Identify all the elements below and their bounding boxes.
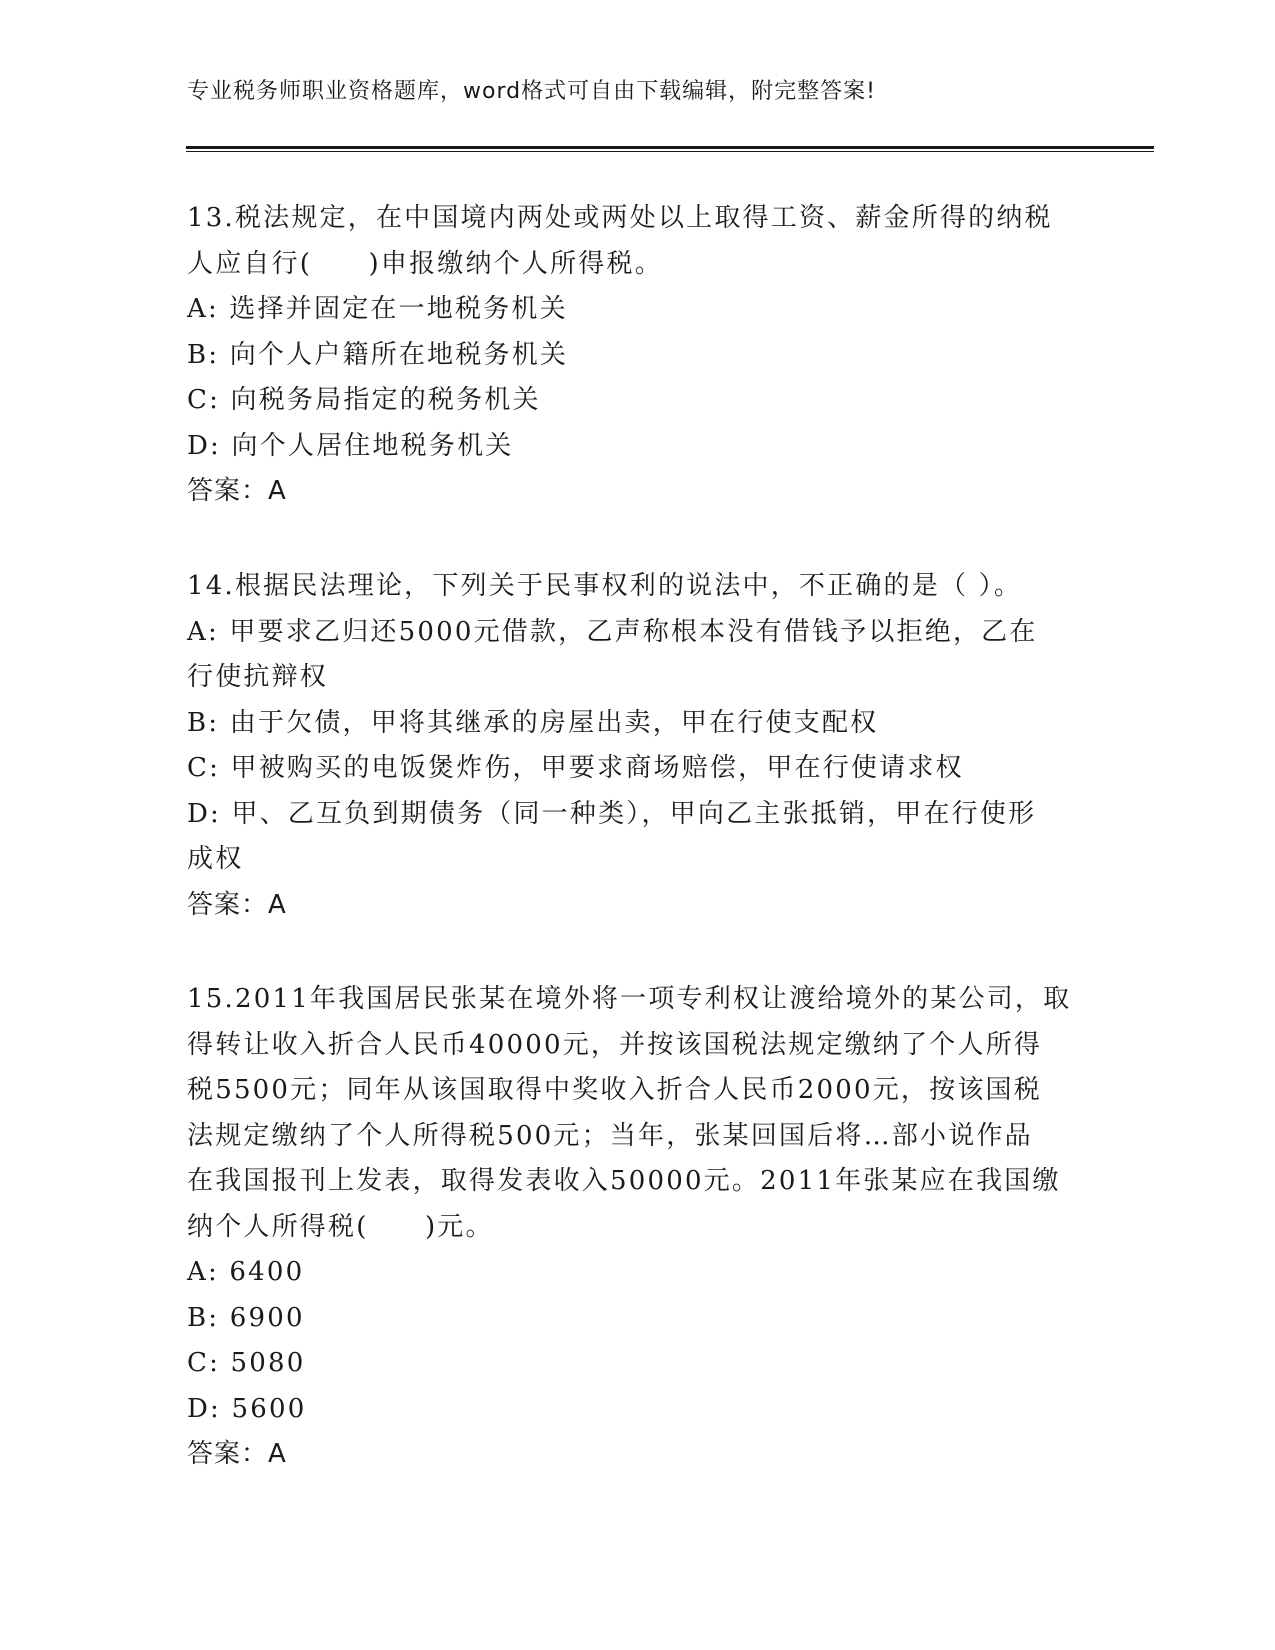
- question-stem-line: 法规定缴纳了个人所得税500元；当年，张某回国后将…部小说作品: [187, 1120, 1033, 1151]
- option-a-continued: 行使抗辩权: [187, 662, 329, 692]
- option-a: A: 甲要求乙归还5000元借款，乙声称根本没有借钱予以拒绝，乙在: [187, 616, 1038, 647]
- option-d-continued: 成权: [187, 844, 244, 874]
- option-c: C: 向税务局指定的税务机关: [187, 385, 541, 415]
- option-b: B: 由于欠债，甲将其继承的房屋出卖，甲在行使支配权: [187, 707, 879, 738]
- answer-label: 答案：A: [187, 889, 287, 920]
- option-d: D: 甲、乙互负到期债务（同一种类），甲向乙主张抵销，甲在行使形: [187, 798, 1037, 829]
- option-a: A: 选择并固定在一地税务机关: [187, 294, 568, 324]
- question-stem-line: 在我国报刊上发表，取得发表收入50000元。2011年张某应在我国缴: [187, 1166, 1061, 1196]
- option-b: B: 6900: [187, 1302, 305, 1333]
- header-rule-thick: [186, 146, 1154, 149]
- page-header: 专业税务师职业资格题库，word格式可自由下载编辑，附完整答案!: [187, 79, 876, 104]
- answer-label: 答案：A: [187, 476, 287, 506]
- question-14: [187, 564, 1077, 928]
- question-stem-line: 纳个人所得税( )元。: [187, 1211, 494, 1242]
- question-stem-line: 13.税法规定，在中国境内两处或两处以上取得工资、薪金所得的纳税: [187, 203, 1053, 233]
- option-c: C: 5080: [187, 1348, 306, 1378]
- option-a: A: 6400: [187, 1257, 305, 1287]
- question-stem-line: 税5500元；同年从该国取得中奖收入折合人民币2000元，按该国税: [187, 1075, 1042, 1105]
- option-d: D: 向个人居住地税务机关: [187, 430, 514, 461]
- option-b: B: 向个人户籍所在地税务机关: [187, 339, 569, 370]
- question-15: [187, 977, 1077, 1478]
- option-c: C: 甲被购买的电饭煲炸伤，甲要求商场赔偿，甲在行使请求权: [187, 753, 964, 783]
- question-stem-line: 14.根据民法理论，下列关于民事权利的说法中，不正确的是（ ）。: [187, 571, 1023, 601]
- question-stem-line: 人应自行( )申报缴纳个人所得税。: [187, 248, 663, 279]
- answer-label: 答案：A: [187, 1439, 287, 1469]
- question-stem-line: 得转让收入折合人民币40000元，并按该国税法规定缴纳了个人所得: [187, 1029, 1043, 1060]
- question-stem-line: 15.2011年我国居民张某在境外将一项专利权让渡给境外的某公司，取: [187, 984, 1072, 1014]
- question-13: [187, 196, 1077, 515]
- option-d: D: 5600: [187, 1393, 307, 1424]
- header-rule-thin: [186, 151, 1154, 152]
